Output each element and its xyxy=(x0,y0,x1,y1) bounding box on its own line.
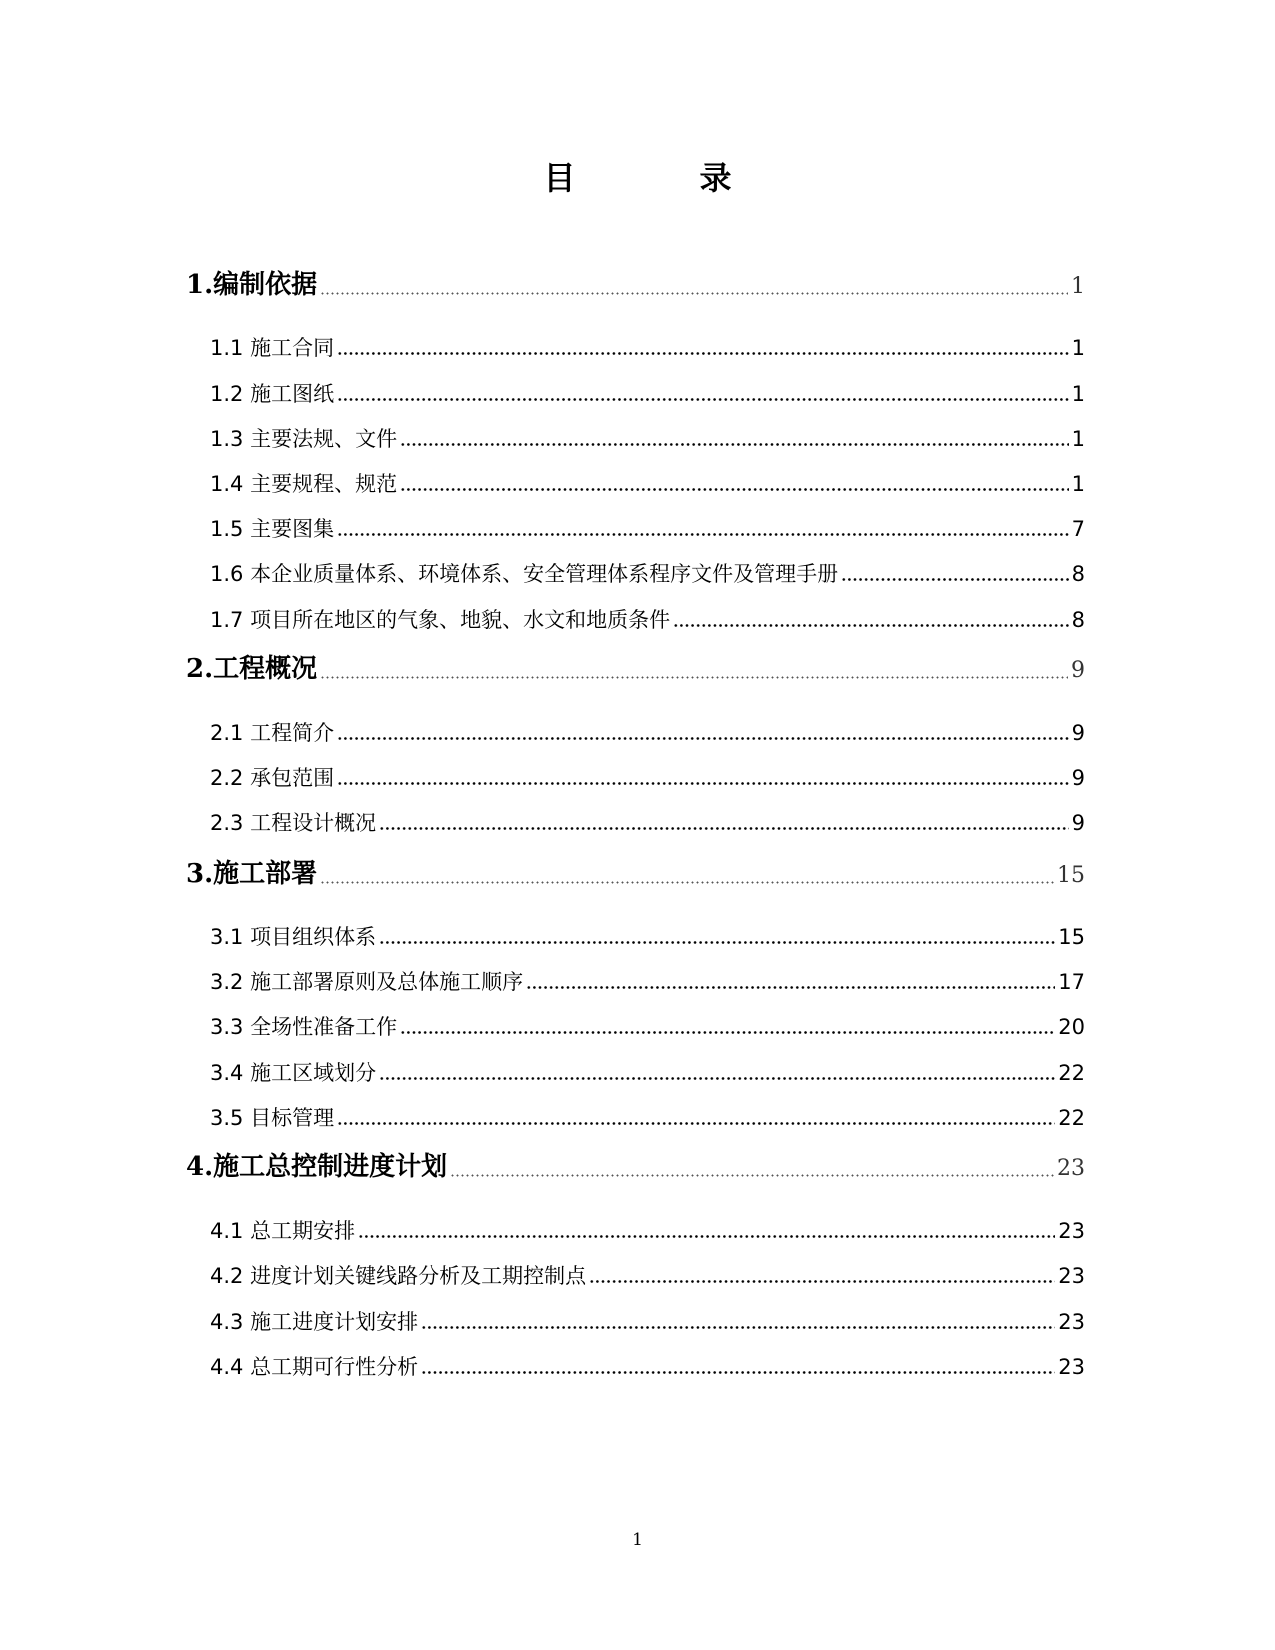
toc-section-entry[interactable] xyxy=(210,923,1085,951)
dot-leader xyxy=(320,881,1054,884)
toc-entry-page-number: 1 xyxy=(1071,427,1085,451)
toc-section-entry[interactable] xyxy=(210,334,1085,362)
toc-entry-title: 4.2 进度计划关键线路分析及工期控制点 xyxy=(210,1264,587,1288)
toc-entry-title: 1.4 主要规程、规范 xyxy=(210,472,398,496)
toc-entry-page-number: 1 xyxy=(1071,382,1085,406)
toc-entry-title: 4.3 施工进度计划安排 xyxy=(210,1310,419,1334)
toc-entry-page-number: 22 xyxy=(1058,1061,1085,1085)
toc-entry-page-number: 8 xyxy=(1071,608,1085,632)
dot-leader xyxy=(673,624,1069,627)
dot-leader xyxy=(337,782,1069,785)
toc-section-entry[interactable] xyxy=(210,606,1085,634)
toc-section-entry[interactable] xyxy=(210,764,1085,792)
dot-leader xyxy=(400,443,1069,446)
toc-entry-title: 3.4 施工区域划分 xyxy=(210,1061,377,1085)
toc-entry-page-number: 1 xyxy=(1071,472,1085,496)
dot-leader xyxy=(358,1235,1055,1238)
toc-section-entry[interactable] xyxy=(210,968,1085,996)
toc-entry-title: 3.3 全场性准备工作 xyxy=(210,1015,398,1039)
toc-entry-page-number: 9 xyxy=(1071,721,1085,745)
dot-leader xyxy=(337,1122,1055,1125)
toc-entry-title: 1.编制依据 xyxy=(186,270,318,300)
toc-entry-title: 1.1 施工合同 xyxy=(210,336,335,360)
toc-chapter-entry[interactable] xyxy=(186,857,1085,893)
toc-section-entry[interactable] xyxy=(210,1308,1085,1336)
toc-section-entry[interactable] xyxy=(210,809,1085,837)
toc-entry-title: 1.5 主要图集 xyxy=(210,517,335,541)
toc-section-entry[interactable] xyxy=(210,425,1085,453)
toc-entry-page-number: 23 xyxy=(1058,1310,1085,1334)
toc-section-entry[interactable] xyxy=(210,1104,1085,1132)
toc-chapter-entry[interactable] xyxy=(186,268,1085,304)
page-number: 1 xyxy=(632,1530,643,1550)
toc-entry-page-number: 23 xyxy=(1058,1355,1085,1379)
toc-entry-page-number: 17 xyxy=(1058,970,1085,994)
toc-entry-page-number: 15 xyxy=(1057,863,1085,888)
dot-leader xyxy=(450,1174,1054,1177)
toc-entry-title: 1.3 主要法规、文件 xyxy=(210,427,398,451)
toc-section-entry[interactable] xyxy=(210,1013,1085,1041)
toc-entry-page-number: 23 xyxy=(1058,1264,1085,1288)
toc-entry-page-number: 22 xyxy=(1058,1106,1085,1130)
dot-leader xyxy=(337,737,1069,740)
toc-entry-title: 2.工程概况 xyxy=(186,654,318,684)
dot-leader xyxy=(421,1326,1055,1329)
dot-leader xyxy=(526,986,1055,989)
dot-leader xyxy=(841,578,1069,581)
dot-leader xyxy=(320,676,1068,679)
toc-entry-title: 4.4 总工期可行性分析 xyxy=(210,1355,419,1379)
toc-entry-title: 3.5 目标管理 xyxy=(210,1106,335,1130)
dot-leader xyxy=(589,1280,1055,1283)
toc-entry-page-number: 1 xyxy=(1071,336,1085,360)
toc-entry-title: 4.施工总控制进度计划 xyxy=(186,1152,448,1182)
toc-section-entry[interactable] xyxy=(210,1059,1085,1087)
toc-entry-page-number: 20 xyxy=(1058,1015,1085,1039)
toc-entry-page-number: 1 xyxy=(1071,274,1085,299)
toc-section-entry[interactable] xyxy=(210,1353,1085,1381)
toc-entry-title: 3.1 项目组织体系 xyxy=(210,925,377,949)
toc-entry-title: 3.2 施工部署原则及总体施工顺序 xyxy=(210,970,524,994)
toc-entry-page-number: 8 xyxy=(1071,562,1085,586)
toc-entry-title: 3.施工部署 xyxy=(186,859,318,889)
toc-entry-page-number: 9 xyxy=(1071,658,1085,683)
toc-entry-page-number: 23 xyxy=(1057,1156,1085,1181)
toc-entry-page-number: 23 xyxy=(1058,1219,1085,1243)
toc-section-entry[interactable] xyxy=(210,380,1085,408)
toc-section-entry[interactable] xyxy=(210,470,1085,498)
dot-leader xyxy=(379,941,1055,944)
dot-leader xyxy=(400,1031,1055,1034)
dot-leader xyxy=(337,533,1069,536)
toc-entry-title: 1.2 施工图纸 xyxy=(210,382,335,406)
toc-entry-page-number: 9 xyxy=(1071,811,1085,835)
toc-entry-title: 2.3 工程设计概况 xyxy=(210,811,377,835)
dot-leader xyxy=(337,352,1069,355)
toc-section-entry[interactable] xyxy=(210,1217,1085,1245)
dot-leader xyxy=(379,827,1069,830)
toc-entry-title: 1.6 本企业质量体系、环境体系、安全管理体系程序文件及管理手册 xyxy=(210,562,839,586)
dot-leader xyxy=(379,1077,1055,1080)
dot-leader xyxy=(400,488,1069,491)
toc-chapter-entry[interactable] xyxy=(186,1150,1085,1186)
toc-chapter-entry[interactable] xyxy=(186,652,1085,688)
page-title: 目 录 xyxy=(543,159,778,197)
dot-leader xyxy=(421,1371,1055,1374)
dot-leader xyxy=(320,292,1068,295)
toc-section-entry[interactable] xyxy=(210,515,1085,543)
toc-entry-title: 2.1 工程简介 xyxy=(210,721,335,745)
toc-entry-title: 1.7 项目所在地区的气象、地貌、水文和地质条件 xyxy=(210,608,671,632)
toc-entry-title: 4.1 总工期安排 xyxy=(210,1219,356,1243)
toc-entry-page-number: 15 xyxy=(1058,925,1085,949)
toc-section-entry[interactable] xyxy=(210,719,1085,747)
toc-section-entry[interactable] xyxy=(210,1262,1085,1290)
toc-entry-title: 2.2 承包范围 xyxy=(210,766,335,790)
dot-leader xyxy=(337,398,1069,401)
toc-entry-page-number: 7 xyxy=(1071,517,1085,541)
toc-entry-page-number: 9 xyxy=(1071,766,1085,790)
toc-section-entry[interactable] xyxy=(210,560,1085,588)
